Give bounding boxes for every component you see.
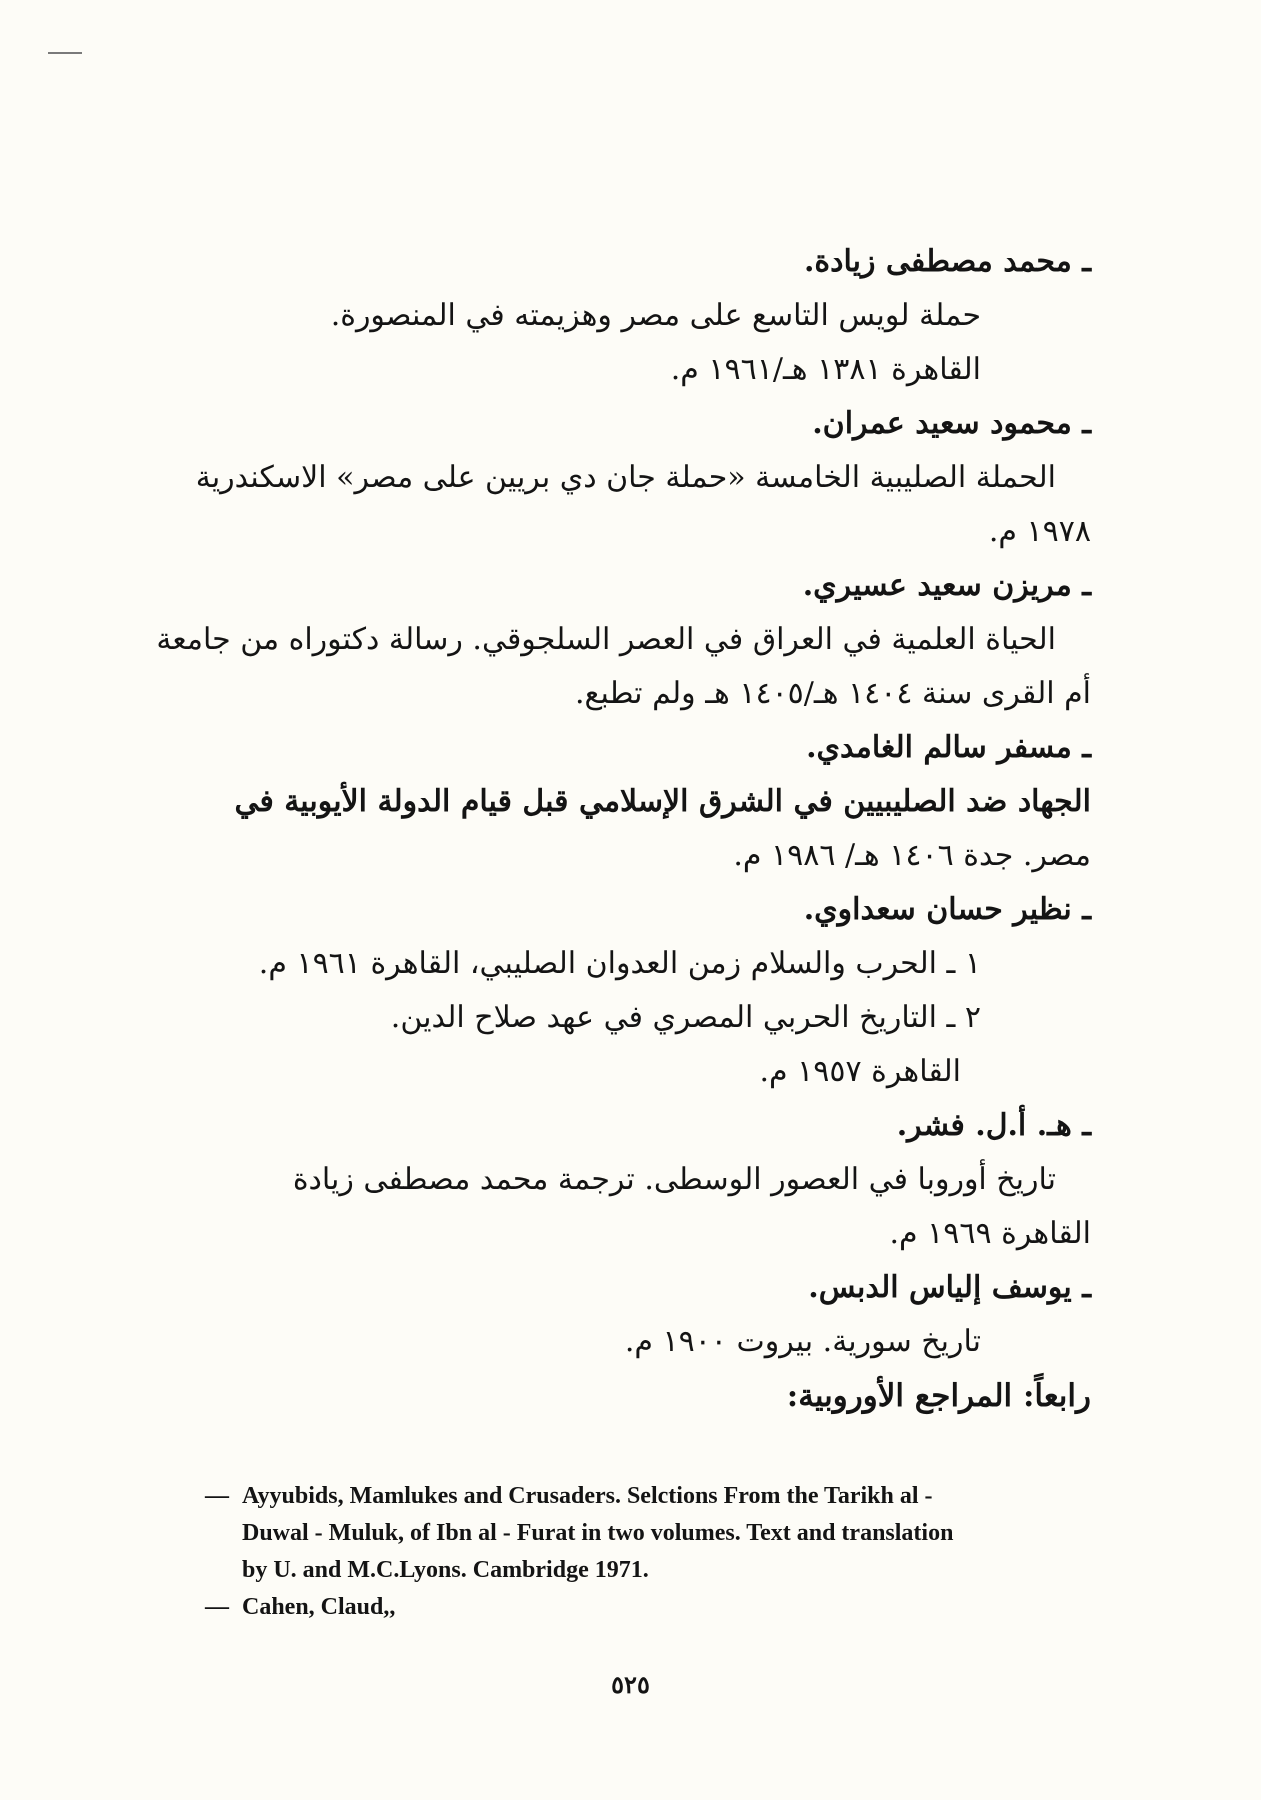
reference-line: مصر. جدة ١٤٠٦ هـ/ ١٩٨٦ م. [733, 838, 1091, 873]
reference-line: القاهرة ١٣٨١ هـ/١٩٦١ م. [670, 352, 981, 387]
page-number: ٥٢٥ [611, 1670, 650, 1699]
author-name: ـ محمد مصطفى زيادة. [803, 244, 1091, 279]
reference-line: ١٩٧٨ م. [988, 514, 1091, 549]
reference-line: الحياة العلمية في العراق في العصر السلجوقي. رسالة دكتوراه من جامعة [156, 622, 1056, 657]
author-name: ـ نظير حسان سعداوي. [803, 892, 1091, 927]
entry-dash: — [205, 1594, 229, 1620]
reference-line: تاريخ سورية. بيروت ١٩٠٠ م. [624, 1324, 981, 1359]
entry-continuation-line: by U. and M.C.Lyons. Cambridge 1971. [242, 1557, 649, 1583]
author-name: ـ هـ. أ.ل. فشر. [896, 1108, 1091, 1143]
entry-first-line: Cahen, Claud,, [242, 1594, 396, 1620]
entry-continuation-line: Duwal - Muluk, of Ibn al - Furat in two volumes. Text and translation [242, 1520, 954, 1546]
reference-line: الحملة الصليبية الخامسة «حملة جان دي بريين على مصر» الاسكندرية [195, 460, 1056, 495]
european-references-list [205, 1478, 1105, 1626]
reference-line: ٢ ـ التاريخ الحربي المصري في عهد صلاح الدين. [390, 1000, 981, 1035]
reference-line: أم القرى سنة ١٤٠٤ هـ/١٤٠٥ هـ ولم تطبع. [575, 676, 1091, 711]
author-name: ـ مريزن سعيد عسيري. [802, 568, 1091, 603]
reference-line: حملة لويس التاسع على مصر وهزيمته في المنصورة. [330, 298, 981, 333]
entry-first-line: Ayyubids, Mamlukes and Crusaders. Selctions From the Tarikh al - [242, 1483, 933, 1509]
entry-dash: — [205, 1483, 229, 1509]
reference-line: القاهرة ١٩٥٧ م. [759, 1054, 961, 1089]
section-heading: رابعاً: المراجع الأوروبية: [786, 1378, 1091, 1414]
reference-entry [205, 1589, 1105, 1626]
author-name: ـ محمود سعيد عمران. [812, 406, 1091, 441]
reference-line: القاهرة ١٩٦٩ م. [889, 1216, 1091, 1251]
author-name: ـ مسفر سالم الغامدي. [806, 730, 1091, 765]
reference-line: ١ ـ الحرب والسلام زمن العدوان الصليبي، القاهرة ١٩٦١ م. [258, 946, 981, 981]
page-corner-mark [48, 52, 82, 54]
reference-line: تاريخ أوروبا في العصور الوسطى. ترجمة محمد مصطفى زيادة [292, 1162, 1056, 1197]
author-name: ـ يوسف إلياس الدبس. [808, 1270, 1091, 1305]
reference-entry [205, 1478, 1105, 1589]
arabic-bibliography [156, 235, 1091, 1423]
reference-line: الجهاد ضد الصليبيين في الشرق الإسلامي قبل قيام الدولة الأيوبية في [234, 784, 1091, 819]
